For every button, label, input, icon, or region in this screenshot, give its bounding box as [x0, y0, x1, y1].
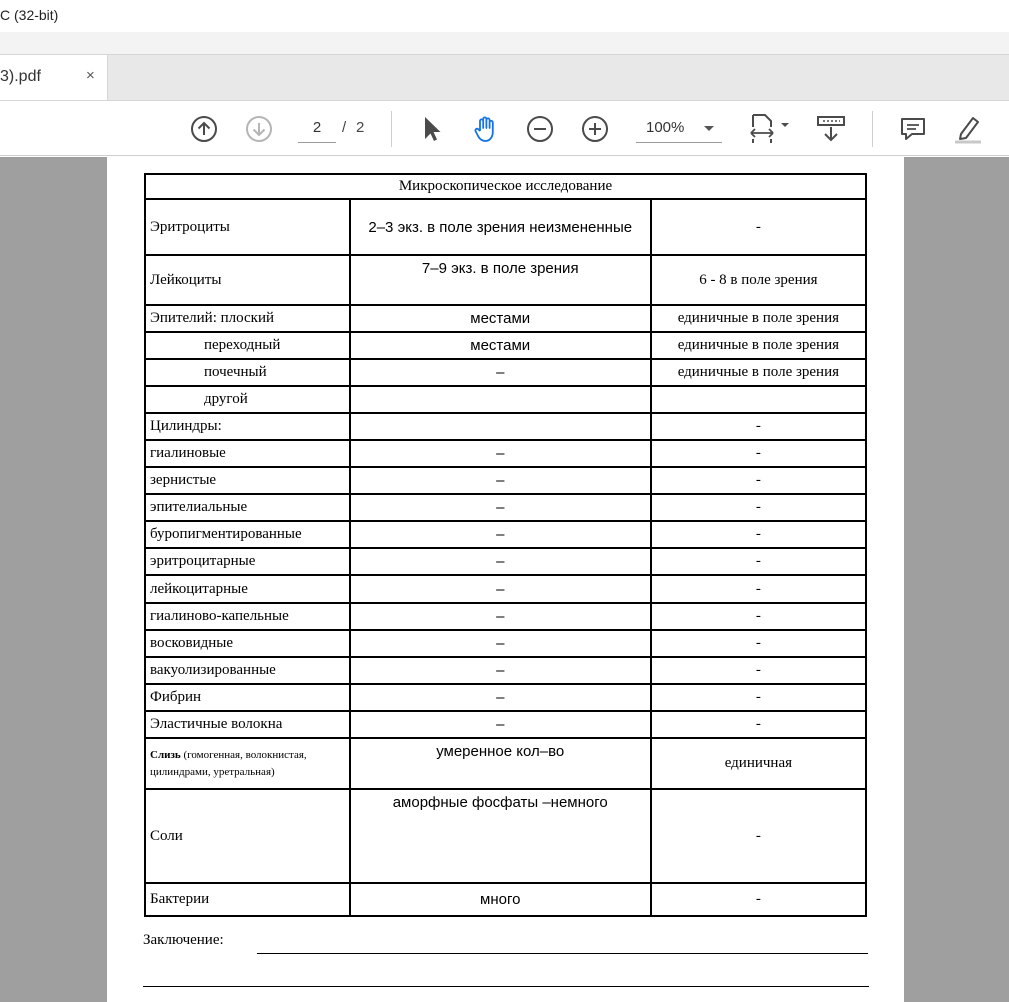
minus-circle-icon	[526, 115, 554, 143]
row-label	[145, 738, 350, 789]
pdf-page	[107, 157, 904, 1002]
row-norm: -	[651, 657, 866, 684]
toolbar-divider-2	[872, 111, 873, 147]
row-result: –	[350, 684, 651, 711]
row-label: Эластичные волокна	[145, 711, 350, 738]
row-result: –	[350, 359, 651, 386]
row-norm: -	[651, 548, 866, 575]
zoom-in-button[interactable]	[577, 111, 613, 147]
row-norm: единичная	[651, 738, 866, 789]
row-norm: -	[651, 630, 866, 657]
row-label: гиалиновые	[145, 440, 350, 467]
table-row	[145, 684, 866, 711]
table-row	[145, 738, 866, 789]
arrow-down-circle-icon	[245, 115, 273, 143]
table-row	[145, 575, 866, 603]
table-row	[145, 883, 866, 916]
table-row	[145, 711, 866, 738]
page-total: 2	[356, 119, 365, 136]
row-label: Эритроциты	[145, 199, 350, 255]
row-norm: -	[651, 199, 866, 255]
row-label: буропигментированные	[145, 521, 350, 548]
table-row	[145, 521, 866, 548]
row-result: –	[350, 630, 651, 657]
table-row	[145, 255, 866, 305]
row-label: Соли	[145, 789, 350, 883]
table-row	[145, 630, 866, 657]
cursor-arrow-icon	[421, 115, 443, 143]
row-result: –	[350, 575, 651, 603]
hand-tool-button[interactable]	[468, 111, 504, 147]
row-result: аморфные фосфаты –немного	[350, 789, 651, 883]
mucus-types: (гомогенная, волокнистая, цилиндрами, уретральная)	[150, 748, 307, 778]
section-title: Микроскопическое исследование	[145, 174, 866, 199]
row-result: местами	[350, 305, 651, 332]
row-norm: единичные в поле зрения	[651, 359, 866, 386]
row-result: –	[350, 521, 651, 548]
table-row	[145, 386, 866, 413]
fit-width-icon	[747, 113, 793, 145]
row-label: Фибрин	[145, 684, 350, 711]
table-row	[145, 548, 866, 575]
row-result: –	[350, 711, 651, 738]
pen-icon	[953, 114, 983, 144]
row-label: Цилиндры:	[145, 413, 350, 440]
row-result	[350, 386, 651, 413]
comment-icon	[899, 115, 927, 143]
row-norm: -	[651, 711, 866, 738]
row-norm: -	[651, 521, 866, 548]
row-label: почечный	[145, 359, 350, 386]
menu-spacer	[0, 32, 1009, 54]
row-norm: единичные в поле зрения	[651, 332, 866, 359]
row-norm: единичные в поле зрения	[651, 305, 866, 332]
row-norm: -	[651, 789, 866, 883]
conclusion-line	[257, 953, 868, 954]
table-row	[145, 413, 866, 440]
row-result: –	[350, 603, 651, 630]
table-row	[145, 440, 866, 467]
plus-circle-icon	[581, 115, 609, 143]
row-result: –	[350, 467, 651, 494]
row-norm: -	[651, 467, 866, 494]
row-result: 2–3 экз. в поле зрения неизмененные	[350, 199, 651, 255]
row-norm: -	[651, 883, 866, 916]
table-row	[145, 199, 866, 255]
toolbar-divider	[391, 111, 392, 147]
zoom-select[interactable]	[636, 115, 722, 143]
toolbar	[0, 100, 1009, 156]
document-viewer[interactable]	[0, 157, 1009, 1002]
chevron-down-icon	[704, 126, 714, 131]
row-result: –	[350, 657, 651, 684]
row-norm: -	[651, 440, 866, 467]
conclusion-label: Заключение:	[143, 932, 224, 948]
tab-strip	[0, 54, 1009, 100]
row-label: эритроцитарные	[145, 548, 350, 575]
select-tool-button[interactable]	[414, 111, 450, 147]
document-tab-label: 3).pdf	[0, 68, 41, 85]
row-norm: -	[651, 413, 866, 440]
row-norm: -	[651, 684, 866, 711]
arrow-up-circle-icon	[190, 115, 218, 143]
row-label: гиалиново-капельные	[145, 603, 350, 630]
scroll-down-icon	[816, 114, 846, 144]
row-norm	[651, 386, 866, 413]
row-result: много	[350, 883, 651, 916]
row-label: Лейкоциты	[145, 255, 350, 305]
page-number-input[interactable]: 2	[298, 115, 336, 143]
conclusion-line-2	[143, 986, 869, 987]
table-row	[145, 657, 866, 684]
row-result: –	[350, 548, 651, 575]
close-tab-icon[interactable]: ×	[86, 67, 95, 84]
window-title: С (32-bit)	[0, 7, 59, 23]
comment-button[interactable]	[895, 111, 931, 147]
mucus-label: Слизь	[150, 748, 181, 761]
row-label: эпителиальные	[145, 494, 350, 521]
scroll-mode-button[interactable]	[813, 111, 849, 147]
document-tab[interactable]	[0, 55, 108, 101]
row-label: вакуолизированные	[145, 657, 350, 684]
page-fit-button[interactable]	[746, 111, 794, 147]
title-bar	[0, 0, 1009, 32]
table-row	[145, 305, 866, 332]
row-label: восковидные	[145, 630, 350, 657]
table-row	[145, 494, 866, 521]
table-row	[145, 789, 866, 883]
zoom-out-button[interactable]	[522, 111, 558, 147]
table-row	[145, 359, 866, 386]
page-separator: /	[342, 119, 347, 136]
table-row	[145, 332, 866, 359]
row-result: –	[350, 440, 651, 467]
zoom-value: 100%	[646, 119, 685, 136]
row-result: местами	[350, 332, 651, 359]
row-norm: 6 - 8 в поле зрения	[651, 255, 866, 305]
hand-icon	[471, 114, 501, 144]
table-row	[145, 603, 866, 630]
row-label: лейкоцитарные	[145, 575, 350, 603]
row-label: Эпителий: плоский	[145, 305, 350, 332]
row-norm: -	[651, 575, 866, 603]
row-result: 7–9 экз. в поле зрения	[350, 255, 651, 305]
table-row	[145, 467, 866, 494]
highlight-button[interactable]	[950, 111, 986, 147]
row-label: переходный	[145, 332, 350, 359]
row-norm: -	[651, 603, 866, 630]
row-result	[350, 413, 651, 440]
row-norm: -	[651, 494, 866, 521]
previous-page-button[interactable]	[186, 111, 222, 147]
row-label: Бактерии	[145, 883, 350, 916]
row-label: другой	[145, 386, 350, 413]
row-result: умеренное кол–во	[350, 738, 651, 789]
microscopy-table	[144, 173, 867, 917]
next-page-button[interactable]	[241, 111, 277, 147]
row-result: –	[350, 494, 651, 521]
row-label: зернистые	[145, 467, 350, 494]
